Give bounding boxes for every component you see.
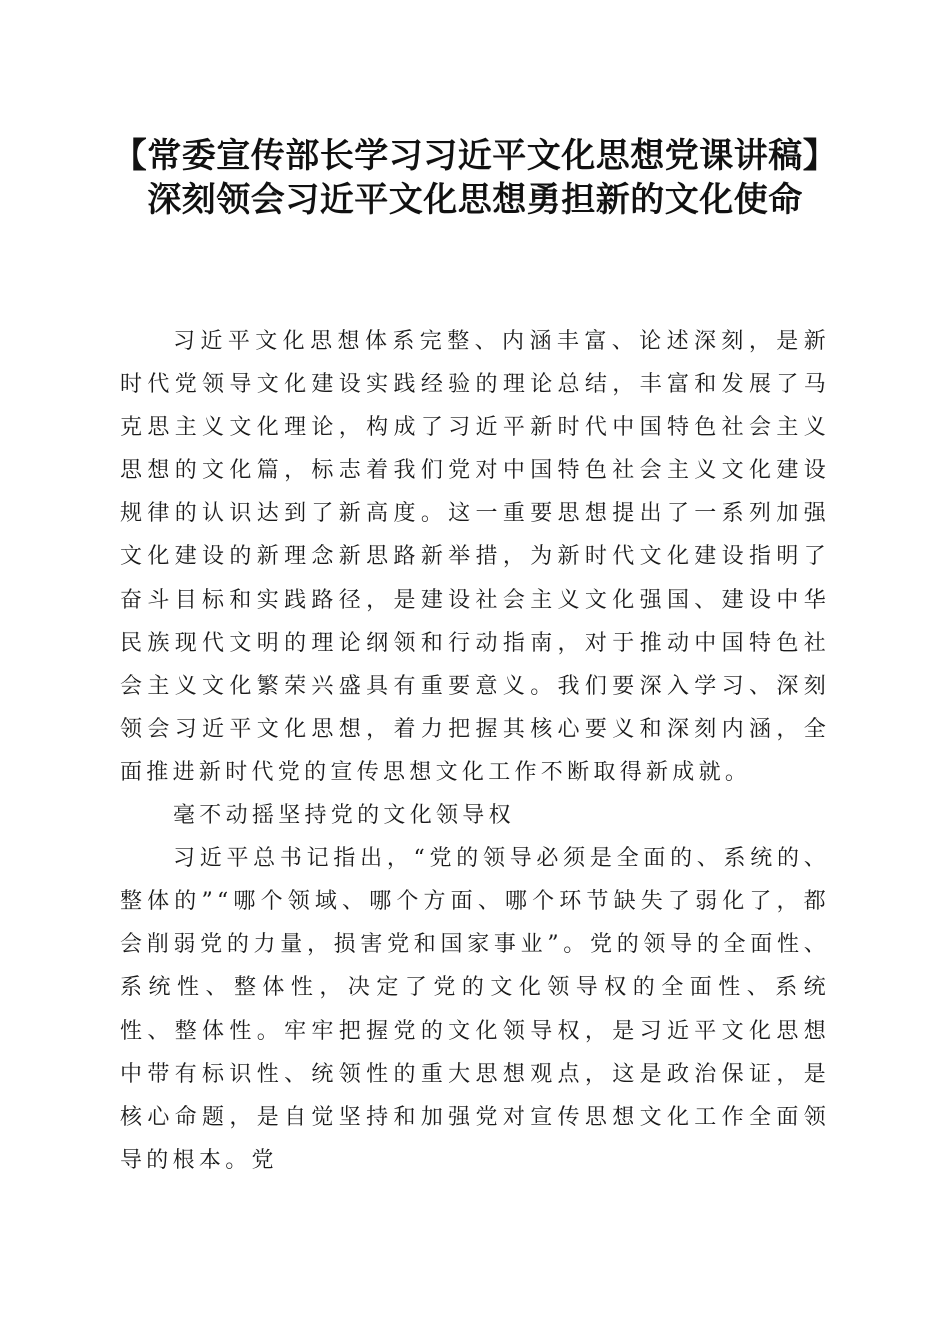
- document-title: 【常委宣传部长学习习近平文化思想党课讲稿】深刻领会习近平文化思想勇担新的文化使命: [112, 136, 838, 220]
- section-heading: 毫不动摇坚持党的文化领导权: [173, 803, 515, 829]
- body-paragraph-section: 习近平总书记指出，“党的领导必须是全面的、系统的、整体的”“哪个领域、哪个方面、哪个环节缺失了弱化了，都会削弱党的力量，损害党和国家事业”。党的领导的全面性、系统性、整体性，决定了党的文化领导权的全面性、系统性、整体性。牢牢把握党的文化领导权，是习近平文化思想中带有标识性、统领性的重大思想观点，这是政治保证，是核心命题，是自觉坚持和加强党对宣传思想文化工作全面领导的根本。党: [120, 846, 830, 1173]
- document-body: [120, 320, 830, 1182]
- body-paragraph-intro: 习近平文化思想体系完整、内涵丰富、论述深刻，是新时代党领导文化建设实践经验的理论总结，丰富和发展了马克思主义文化理论，构成了习近平新时代中国特色社会主义思想的文化篇，标志着我们党对中国特色社会主义文化建设规律的认识达到了新高度。这一重要思想提出了一系列加强文化建设的新理念新思路新举措，为新时代文化建设指明了奋斗目标和实践路径，是建设社会主义文化强国、建设中华民族现代文明的理论纲领和行动指南，对于推动中国特色社会主义文化繁荣兴盛具有重要意义。我们要深入学习、深刻领会习近平文化思想，着力把握其核心要义和深刻内涵，全面推进新时代党的宣传思想文化工作不断取得新成就。: [120, 329, 830, 785]
